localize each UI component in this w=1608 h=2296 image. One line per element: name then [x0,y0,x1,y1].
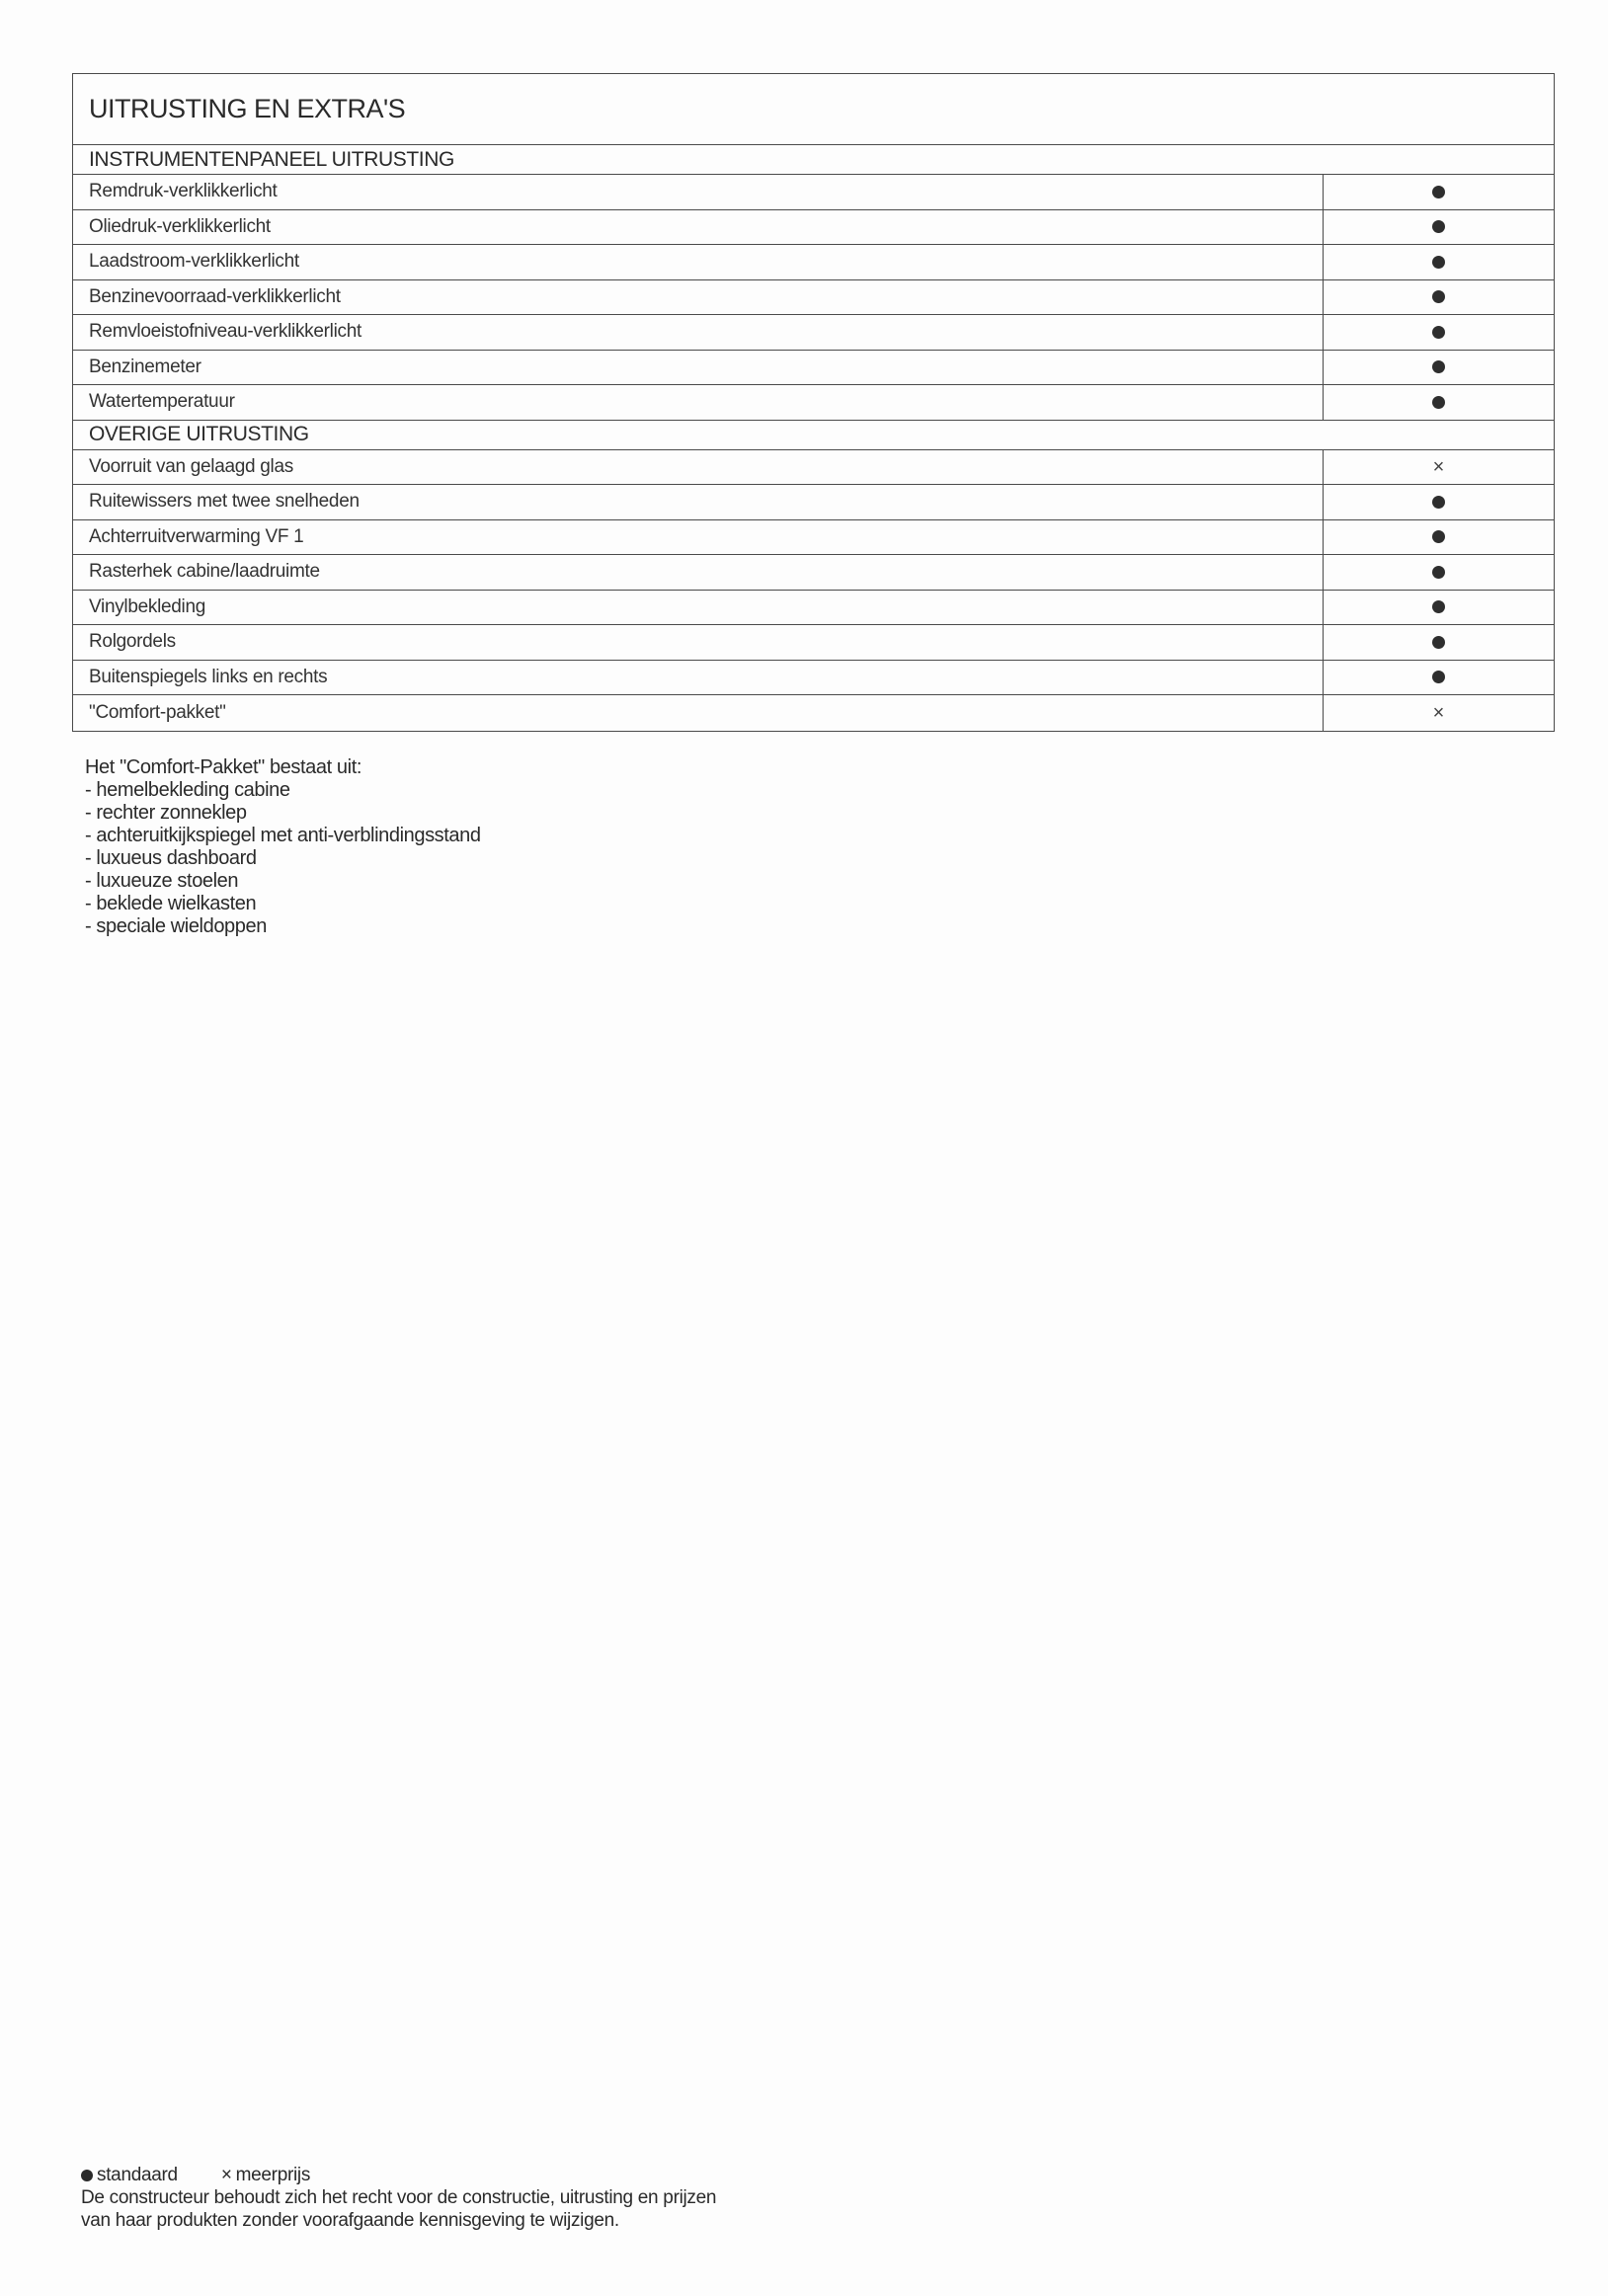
item-mark-cell [1324,245,1554,279]
table-row [73,485,1554,520]
item-mark-cell [1324,450,1554,485]
table-row [73,625,1554,661]
table-row [73,450,1554,486]
item-label: Rasterhek cabine/laadruimte [73,555,1324,590]
legend-extra-label: meerprijs [235,2165,311,2185]
item-label: Achterruitverwarming VF 1 [73,520,1324,555]
item-mark-cell [1324,385,1554,420]
comfort-package-item: - beklede wielkasten [85,893,257,914]
item-mark-cell [1324,591,1554,625]
standard-dot-icon [1432,186,1445,198]
table-row [73,695,1554,731]
comfort-package-item: - speciale wieldoppen [85,915,267,937]
standard-dot-icon [81,2170,93,2181]
standard-dot-icon [1432,396,1445,409]
disclaimer [81,2186,716,2232]
table-body [73,145,1554,731]
standard-dot-icon [1432,600,1445,613]
item-mark-cell [1324,175,1554,209]
section-heading: OVERIGE UITRUSTING [73,421,1554,450]
table-row [73,175,1554,210]
standard-dot-icon [1432,530,1445,543]
item-mark-cell [1324,661,1554,695]
table-row [73,351,1554,386]
item-mark-cell [1324,280,1554,315]
comfort-package-item: - achteruitkijkspiegel met anti-verblindingsstand [85,825,481,846]
standard-dot-icon [1432,671,1445,683]
item-label: Laadstroom-verklikkerlicht [73,245,1324,279]
disclaimer-line: van haar produkten zonder voorafgaande kennisgeving te wijzigen. [81,2210,619,2231]
item-label: Ruitewissers met twee snelheden [73,485,1324,519]
extra-cross-icon: × [1432,701,1445,724]
item-mark-cell [1324,695,1554,731]
standard-dot-icon [1432,290,1445,303]
extra-cross-icon: × [220,2165,232,2185]
table-row [73,245,1554,280]
legend-standard-label: standaard [97,2165,178,2185]
table-row [73,385,1554,421]
item-label: Remvloeistofniveau-verklikkerlicht [73,315,1324,350]
standard-dot-icon [1432,256,1445,269]
item-label: Watertemperatuur [73,385,1324,420]
item-mark-cell [1324,555,1554,590]
standard-dot-icon [1432,220,1445,233]
comfort-package-list [85,779,481,938]
standard-dot-icon [1432,326,1445,339]
equipment-table [72,73,1555,732]
standard-dot-icon [1432,636,1445,649]
item-mark-cell [1324,520,1554,555]
item-mark-cell [1324,625,1554,660]
item-label: Oliedruk-verklikkerlicht [73,210,1324,245]
item-mark-cell [1324,315,1554,350]
comfort-package-item: - luxueuze stoelen [85,870,239,892]
standard-dot-icon [1432,496,1445,509]
table-title: UITRUSTING EN EXTRA'S [73,74,1554,145]
item-label: Remdruk-verklikkerlicht [73,175,1324,209]
legend-block [81,2164,716,2232]
table-row [73,315,1554,351]
table-row [73,661,1554,696]
item-label: Benzinemeter [73,351,1324,385]
section-heading: INSTRUMENTENPANEEL UITRUSTING [73,145,1554,175]
standard-dot-icon [1432,566,1445,579]
item-label: Benzinevoorraad-verklikkerlicht [73,280,1324,315]
item-label: Voorruit van gelaagd glas [73,450,1324,485]
item-label: Vinylbekleding [73,591,1324,625]
disclaimer-line: De constructeur behoudt zich het recht voor de constructie, uitrusting en prijzen [81,2187,717,2208]
item-mark-cell [1324,210,1554,245]
comfort-package-note [85,756,481,938]
comfort-package-item: - rechter zonneklep [85,802,247,824]
extra-cross-icon: × [1432,455,1445,478]
standard-dot-icon [1432,360,1445,373]
table-row [73,280,1554,316]
comfort-package-item: - luxueus dashboard [85,847,257,869]
table-row [73,591,1554,626]
item-label: Rolgordels [73,625,1324,660]
item-mark-cell [1324,351,1554,385]
table-row [73,555,1554,591]
item-label: "Comfort-pakket" [73,695,1324,731]
item-label: Buitenspiegels links en rechts [73,661,1324,695]
comfort-package-intro: Het "Comfort-Pakket" bestaat uit: [85,756,362,778]
item-mark-cell [1324,485,1554,519]
legend [81,2164,716,2186]
table-row [73,520,1554,556]
table-row [73,210,1554,246]
comfort-package-item: - hemelbekleding cabine [85,779,290,801]
